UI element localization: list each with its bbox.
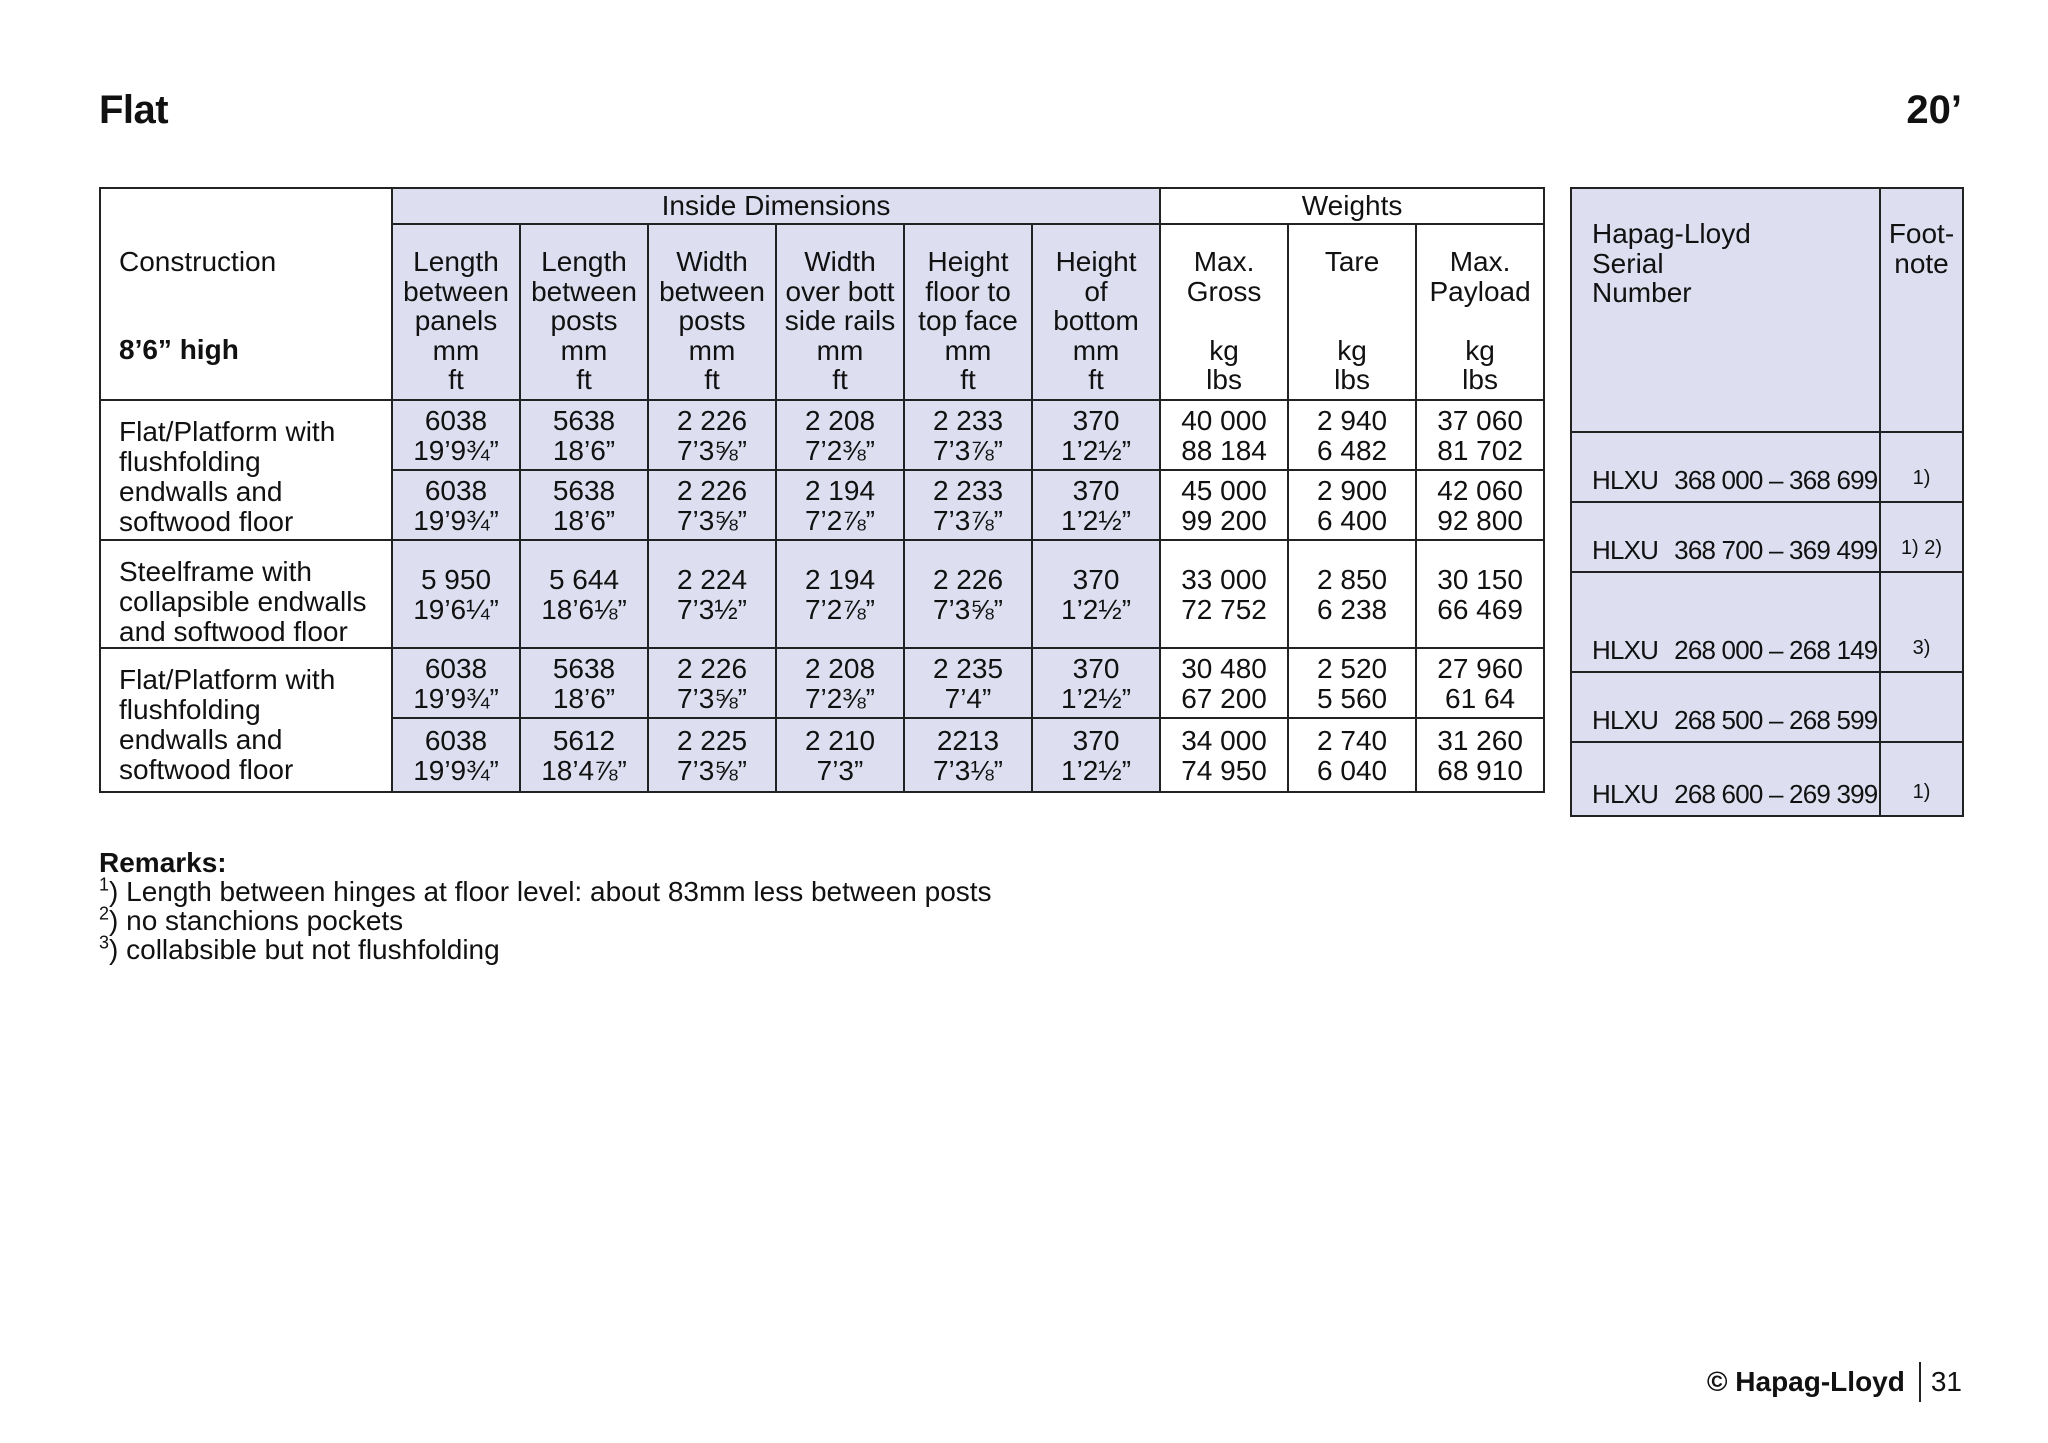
column-header-line: between bbox=[531, 275, 637, 307]
page-footer bbox=[1707, 1362, 1962, 1402]
table-row bbox=[100, 648, 1544, 718]
column-header-line: Length bbox=[413, 246, 499, 277]
serial-row bbox=[1571, 432, 1963, 502]
value-ft: 1’2½” bbox=[1061, 594, 1132, 625]
value-mm: 2 233 bbox=[932, 475, 1004, 506]
value-mm: 2 210 bbox=[804, 725, 876, 756]
dimension-cell bbox=[776, 718, 904, 792]
column-header-line: kg bbox=[1337, 334, 1367, 366]
dimension-cell bbox=[776, 400, 904, 470]
serial-number-cell bbox=[1571, 672, 1880, 742]
column-header-line: lbs bbox=[1462, 364, 1498, 395]
value-ft: 1’2½” bbox=[1061, 505, 1132, 536]
column-header-line: side rails bbox=[784, 305, 896, 336]
value-kg: 2 850 bbox=[1317, 564, 1388, 595]
value-mm: 5 950 bbox=[420, 564, 492, 595]
column-header-line: mm bbox=[944, 334, 992, 366]
weight-cell bbox=[1288, 400, 1416, 470]
column-header-line: floor to bbox=[925, 275, 1011, 307]
value-ft: 1’2½” bbox=[1061, 755, 1132, 786]
weight-column-header bbox=[1416, 224, 1544, 400]
column-header-line: ft bbox=[704, 364, 720, 395]
column-header-line: top face bbox=[918, 305, 1018, 336]
serial-number-cell bbox=[1571, 572, 1880, 672]
weight-cell bbox=[1160, 540, 1288, 648]
column-header-line: Width bbox=[676, 246, 748, 277]
column-header-line: kg bbox=[1209, 334, 1239, 366]
remark-mark: 3 bbox=[99, 932, 110, 953]
footnote-cell: 3) bbox=[1880, 572, 1963, 672]
serial-row bbox=[1571, 502, 1963, 572]
brand-copyright: © Hapag-Lloyd bbox=[1707, 1362, 1921, 1402]
value-ft: 7’3⅝” bbox=[676, 755, 748, 786]
dimension-cell bbox=[1032, 718, 1160, 792]
column-header-line: Length bbox=[541, 246, 627, 277]
description-line: softwood floor bbox=[119, 506, 294, 537]
serial-row bbox=[1571, 742, 1963, 816]
value-ft: 19’9¾” bbox=[413, 435, 499, 466]
column-header-line: over bott bbox=[785, 275, 895, 307]
dimension-cell bbox=[648, 470, 776, 540]
value-kg: 34 000 bbox=[1181, 725, 1267, 756]
footnote-cell: 1) bbox=[1880, 742, 1963, 816]
dimension-cell bbox=[520, 400, 648, 470]
value-ft: 7’3⅝” bbox=[676, 435, 748, 466]
dimension-cell bbox=[904, 400, 1032, 470]
serial-prefix: HLXU bbox=[1592, 465, 1659, 495]
serial-prefix: HLXU bbox=[1592, 635, 1659, 665]
dimension-cell bbox=[776, 648, 904, 718]
container-size: 20’ bbox=[1906, 88, 1962, 132]
column-header-line: mm bbox=[560, 334, 608, 366]
value-lbs: 68 910 bbox=[1437, 755, 1523, 786]
serial-prefix: HLXU bbox=[1592, 705, 1659, 735]
serial-header-line: Number bbox=[1592, 277, 1692, 308]
weights-header: Weights bbox=[1160, 188, 1544, 224]
value-ft: 7’3⅛” bbox=[932, 755, 1004, 786]
description-line: flushfolding bbox=[119, 446, 261, 477]
value-ft: 7’2⅞” bbox=[804, 594, 876, 625]
column-header bbox=[1032, 224, 1160, 400]
remark-text: ) Length between hinges at floor level: about 83mm less between posts bbox=[109, 876, 992, 907]
value-kg: 45 000 bbox=[1181, 475, 1267, 506]
dimension-cell bbox=[648, 540, 776, 648]
column-header-line: posts bbox=[550, 305, 618, 336]
remark-item bbox=[99, 932, 992, 965]
description-line: and softwood floor bbox=[119, 616, 348, 647]
inside-dimensions-header: Inside Dimensions bbox=[392, 188, 1160, 224]
dimension-cell bbox=[520, 648, 648, 718]
column-header bbox=[520, 224, 648, 400]
dimension-cell bbox=[392, 648, 520, 718]
remark-text: ) collabsible but not flushfolding bbox=[109, 934, 500, 965]
column-header bbox=[776, 224, 904, 400]
column-header-line: Tare bbox=[1324, 246, 1380, 277]
value-kg: 40 000 bbox=[1181, 405, 1267, 436]
column-header-line: Height bbox=[927, 246, 1009, 277]
value-ft: 18’6” bbox=[552, 435, 616, 466]
construction-description bbox=[100, 648, 392, 792]
height-label: 8’6” high bbox=[119, 334, 239, 365]
value-mm: 5638 bbox=[552, 405, 616, 436]
value-mm: 2 194 bbox=[804, 564, 876, 595]
weight-cell bbox=[1416, 470, 1544, 540]
dimensions-table bbox=[99, 187, 1545, 793]
dimension-cell bbox=[392, 540, 520, 648]
serial-row bbox=[1571, 572, 1963, 672]
value-mm: 5638 bbox=[552, 653, 616, 684]
value-mm: 2 208 bbox=[804, 653, 876, 684]
value-mm: 2 233 bbox=[932, 405, 1004, 436]
description-line: endwalls and bbox=[119, 476, 283, 507]
dimension-cell bbox=[904, 470, 1032, 540]
value-kg: 27 960 bbox=[1437, 653, 1523, 684]
value-ft: 7’4” bbox=[944, 683, 992, 714]
value-kg: 33 000 bbox=[1181, 564, 1267, 595]
column-header-line: mm bbox=[432, 334, 480, 366]
column-header-line: panels bbox=[414, 305, 498, 336]
construction-header bbox=[100, 188, 392, 400]
column-header-line: of bbox=[1084, 275, 1108, 307]
serial-header-line: Hapag-Lloyd bbox=[1592, 218, 1751, 249]
value-ft: 18’6” bbox=[552, 505, 616, 536]
dimension-cell bbox=[904, 540, 1032, 648]
column-header-line: ft bbox=[960, 364, 976, 395]
footnote-cell bbox=[1880, 672, 1963, 742]
serial-header-line: Serial bbox=[1592, 247, 1664, 279]
value-mm: 6038 bbox=[424, 475, 488, 506]
value-ft: 19’6¼” bbox=[413, 594, 499, 625]
dimension-cell bbox=[904, 648, 1032, 718]
dimension-cell bbox=[1032, 470, 1160, 540]
value-lbs: 6 238 bbox=[1317, 594, 1388, 625]
weight-cell bbox=[1416, 718, 1544, 792]
value-ft: 7’3⅝” bbox=[676, 683, 748, 714]
remark-item bbox=[99, 903, 992, 936]
value-mm: 2 224 bbox=[676, 564, 748, 595]
value-ft: 19’9¾” bbox=[413, 505, 499, 536]
footnote-header-line: Foot- bbox=[1888, 218, 1955, 249]
column-header bbox=[392, 224, 520, 400]
serial-range: 368 000 – 368 699 bbox=[1674, 465, 1878, 495]
value-mm: 2 194 bbox=[804, 475, 876, 506]
table-row bbox=[100, 540, 1544, 648]
value-lbs: 88 184 bbox=[1181, 435, 1267, 466]
serial-range: 268 600 – 269 399 bbox=[1674, 779, 1878, 809]
value-mm: 5 644 bbox=[548, 564, 620, 595]
value-mm: 2 226 bbox=[676, 653, 748, 684]
value-ft: 18’4⅞” bbox=[541, 755, 627, 786]
value-ft: 7’3⅝” bbox=[932, 594, 1004, 625]
dimension-cell bbox=[520, 470, 648, 540]
dimension-cell bbox=[648, 400, 776, 470]
column-header-line: between bbox=[659, 275, 765, 307]
value-kg: 30 480 bbox=[1181, 653, 1267, 684]
weight-cell bbox=[1160, 400, 1288, 470]
weight-cell bbox=[1160, 718, 1288, 792]
value-lbs: 66 469 bbox=[1437, 594, 1523, 625]
value-lbs: 6 482 bbox=[1317, 435, 1388, 466]
construction-label: Construction bbox=[119, 246, 277, 277]
value-ft: 7’3⅞” bbox=[932, 435, 1004, 466]
column-header-line: mm bbox=[1072, 334, 1120, 366]
value-mm: 370 bbox=[1072, 475, 1120, 506]
value-kg: 37 060 bbox=[1437, 405, 1523, 436]
value-mm: 5638 bbox=[552, 475, 616, 506]
dimension-cell bbox=[392, 470, 520, 540]
remarks bbox=[99, 848, 992, 964]
column-header-line: ft bbox=[832, 364, 848, 395]
dimension-cell bbox=[392, 400, 520, 470]
dimension-cell bbox=[776, 470, 904, 540]
column-header-line: lbs bbox=[1206, 364, 1242, 395]
column-header-line: posts bbox=[678, 305, 746, 336]
value-kg: 2 520 bbox=[1317, 653, 1388, 684]
footnote-cell: 1) bbox=[1880, 432, 1963, 502]
description-line: flushfolding bbox=[119, 694, 261, 725]
value-lbs: 74 950 bbox=[1181, 755, 1267, 786]
value-mm: 370 bbox=[1072, 653, 1120, 684]
value-ft: 19’9¾” bbox=[413, 683, 499, 714]
construction-description bbox=[100, 400, 392, 540]
value-lbs: 72 752 bbox=[1181, 594, 1267, 625]
value-mm: 2 225 bbox=[676, 725, 748, 756]
weight-column-header bbox=[1288, 224, 1416, 400]
value-ft: 19’9¾” bbox=[413, 755, 499, 786]
value-mm: 6038 bbox=[424, 405, 488, 436]
value-ft: 18’6⅛” bbox=[541, 594, 627, 625]
value-ft: 1’2½” bbox=[1061, 683, 1132, 714]
column-header-line: Gross bbox=[1186, 275, 1262, 307]
weight-cell bbox=[1160, 470, 1288, 540]
dimension-cell bbox=[1032, 648, 1160, 718]
value-mm: 370 bbox=[1072, 405, 1120, 436]
dimension-cell bbox=[904, 718, 1032, 792]
dimension-cell bbox=[392, 718, 520, 792]
column-header-line: Height bbox=[1055, 246, 1137, 277]
value-lbs: 99 200 bbox=[1181, 505, 1267, 536]
column-header-line: between bbox=[403, 275, 509, 307]
weight-cell bbox=[1288, 540, 1416, 648]
description-line: Steelframe with bbox=[119, 556, 312, 587]
value-mm: 2 208 bbox=[804, 405, 876, 436]
remark-item bbox=[99, 874, 992, 907]
remark-mark: 1 bbox=[99, 874, 110, 895]
value-lbs: 5 560 bbox=[1317, 683, 1388, 714]
value-mm: 2 226 bbox=[932, 564, 1004, 595]
column-header-line bbox=[1289, 306, 1415, 336]
weight-cell bbox=[1416, 648, 1544, 718]
value-mm: 370 bbox=[1072, 725, 1120, 756]
column-header-line: ft bbox=[1088, 364, 1104, 395]
value-ft: 7’2⅞” bbox=[804, 505, 876, 536]
serial-range: 368 700 – 369 499 bbox=[1674, 535, 1878, 565]
dimension-cell bbox=[776, 540, 904, 648]
value-ft: 7’2⅜” bbox=[804, 683, 876, 714]
weight-cell bbox=[1416, 540, 1544, 648]
column-header-line: ft bbox=[576, 364, 592, 395]
value-kg: 30 150 bbox=[1437, 564, 1523, 595]
value-kg: 42 060 bbox=[1437, 475, 1523, 506]
column-header-line: bottom bbox=[1053, 305, 1139, 336]
description-line: collapsible endwalls bbox=[119, 586, 367, 617]
value-mm: 2 235 bbox=[932, 653, 1004, 684]
value-ft: 7’3⅝” bbox=[676, 505, 748, 536]
value-ft: 7’3⅞” bbox=[932, 505, 1004, 536]
description-line: endwalls and bbox=[119, 724, 283, 755]
column-header-line: Payload bbox=[1429, 275, 1531, 307]
column-header-line: kg bbox=[1465, 334, 1495, 366]
serial-prefix: HLXU bbox=[1592, 779, 1659, 809]
value-mm: 2 226 bbox=[676, 405, 748, 436]
serial-number-cell bbox=[1571, 742, 1880, 816]
value-lbs: 6 040 bbox=[1317, 755, 1388, 786]
value-mm: 2213 bbox=[936, 725, 1000, 756]
footnote-header-line: note bbox=[1894, 247, 1949, 279]
weight-cell bbox=[1416, 400, 1544, 470]
serial-prefix: HLXU bbox=[1592, 535, 1659, 565]
value-mm: 370 bbox=[1072, 564, 1120, 595]
column-header-line: mm bbox=[816, 334, 864, 366]
value-ft: 7’3” bbox=[816, 755, 864, 786]
description-line: softwood floor bbox=[119, 754, 294, 785]
value-ft: 18’6” bbox=[552, 683, 616, 714]
serial-range: 268 000 – 268 149 bbox=[1674, 635, 1878, 665]
serial-number-cell bbox=[1571, 432, 1880, 502]
value-mm: 6038 bbox=[424, 653, 488, 684]
dimension-cell bbox=[1032, 540, 1160, 648]
value-kg: 2 740 bbox=[1317, 725, 1388, 756]
value-mm: 2 226 bbox=[676, 475, 748, 506]
column-header-line: ft bbox=[448, 364, 464, 395]
serial-number-cell bbox=[1571, 502, 1880, 572]
description-line: Flat/Platform with bbox=[119, 416, 336, 447]
serial-number-header bbox=[1571, 188, 1880, 432]
value-lbs: 6 400 bbox=[1317, 505, 1388, 536]
column-header-line: lbs bbox=[1334, 364, 1370, 395]
column-header bbox=[648, 224, 776, 400]
weight-cell bbox=[1288, 648, 1416, 718]
remark-mark: 2 bbox=[99, 903, 110, 924]
remark-text: ) no stanchions pockets bbox=[109, 905, 404, 936]
table-row bbox=[100, 400, 1544, 470]
page-number: 31 bbox=[1930, 1366, 1962, 1397]
column-header-line: mm bbox=[688, 334, 736, 366]
column-header-line bbox=[1289, 277, 1415, 307]
column-header-line bbox=[1161, 306, 1287, 336]
value-mm: 6038 bbox=[424, 725, 488, 756]
value-ft: 7’3½” bbox=[676, 594, 748, 625]
value-kg: 31 260 bbox=[1437, 725, 1523, 756]
column-header-line: Width bbox=[804, 246, 876, 277]
column-header-line: Max. bbox=[1449, 246, 1511, 277]
page-title: Flat bbox=[99, 88, 169, 132]
serial-table bbox=[1570, 187, 1964, 817]
weight-cell bbox=[1288, 470, 1416, 540]
dimension-cell bbox=[520, 718, 648, 792]
footnote-cell: 1) 2) bbox=[1880, 502, 1963, 572]
dimension-cell bbox=[648, 718, 776, 792]
construction-description bbox=[100, 540, 392, 648]
value-lbs: 61 64 bbox=[1445, 683, 1516, 714]
value-lbs: 92 800 bbox=[1437, 505, 1523, 536]
serial-row bbox=[1571, 672, 1963, 742]
dimension-cell bbox=[520, 540, 648, 648]
value-ft: 1’2½” bbox=[1061, 435, 1132, 466]
value-lbs: 81 702 bbox=[1437, 435, 1523, 466]
remarks-title: Remarks: bbox=[99, 847, 227, 878]
value-kg: 2 900 bbox=[1317, 475, 1388, 506]
serial-range: 268 500 – 268 599 bbox=[1674, 705, 1878, 735]
dimension-cell bbox=[1032, 400, 1160, 470]
footnote-header bbox=[1880, 188, 1963, 432]
value-ft: 7’2⅜” bbox=[804, 435, 876, 466]
column-header-line: Max. bbox=[1193, 246, 1255, 277]
column-header-line bbox=[1417, 306, 1543, 336]
column-header bbox=[904, 224, 1032, 400]
dimension-cell bbox=[648, 648, 776, 718]
value-kg: 2 940 bbox=[1317, 405, 1388, 436]
weight-column-header bbox=[1160, 224, 1288, 400]
description-line: Flat/Platform with bbox=[119, 664, 336, 695]
weight-cell bbox=[1160, 648, 1288, 718]
weight-cell bbox=[1288, 718, 1416, 792]
value-mm: 5612 bbox=[552, 725, 616, 756]
value-lbs: 67 200 bbox=[1181, 683, 1267, 714]
